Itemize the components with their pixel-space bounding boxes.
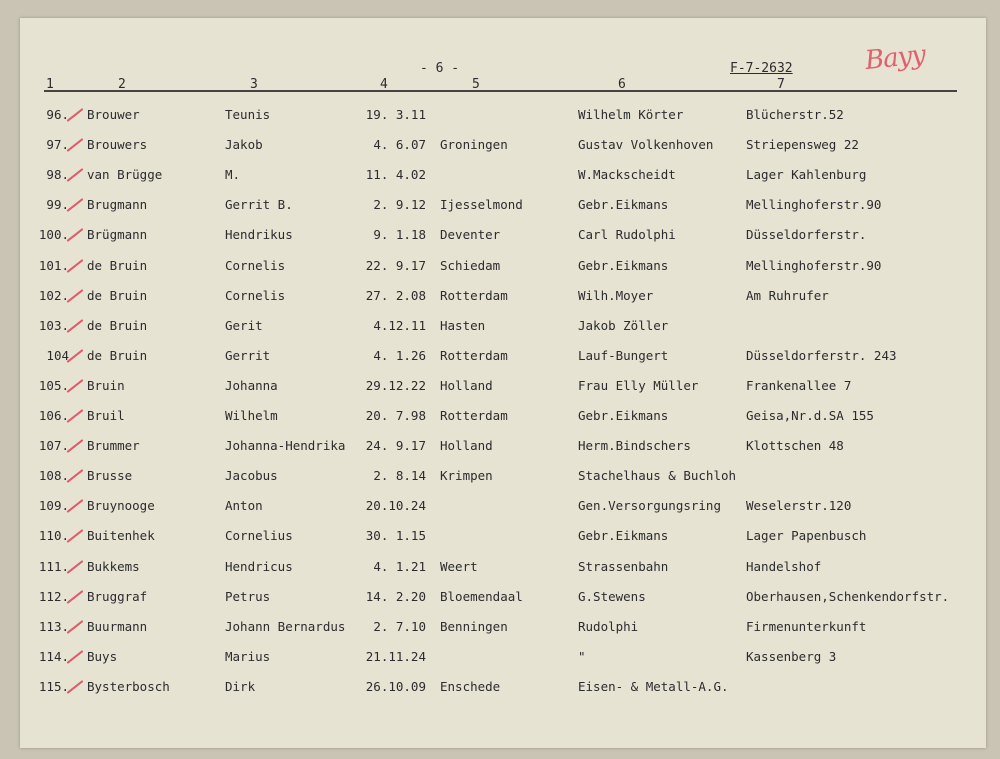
- check-mark-icon: [67, 590, 84, 604]
- birth-date: 26.10.09: [365, 678, 426, 694]
- record-number: 110.: [38, 528, 69, 544]
- birth-place: Krimpen: [440, 468, 493, 484]
- employer: Wilh.Moyer: [578, 287, 654, 303]
- table-row: [20, 559, 986, 579]
- employer: Gebr.Eikmans: [578, 408, 669, 423]
- first-name: Petrus: [225, 588, 271, 604]
- record-number: 100.: [38, 227, 69, 243]
- handwritten-mark: Bayy: [863, 39, 927, 77]
- first-name: Wilhelm: [225, 408, 278, 423]
- first-name: Cornelis: [225, 257, 286, 273]
- birth-date: 22. 9.17: [365, 257, 426, 273]
- address: Am Ruhrufer: [746, 287, 829, 303]
- record-number: 105.: [38, 377, 69, 393]
- birth-place: Bloemendaal: [440, 588, 523, 604]
- birth-place: Rotterdam: [440, 287, 508, 303]
- birth-place: Groningen: [440, 137, 508, 153]
- employer: G.Stewens: [578, 588, 646, 604]
- surname: Bukkems: [87, 558, 140, 574]
- employer: Frau Elly Müller: [578, 377, 699, 393]
- first-name: Hendrikus: [225, 227, 293, 243]
- birth-place: Holland: [440, 377, 493, 393]
- check-mark-icon: [67, 228, 84, 242]
- address: Lager Kahlenburg: [746, 167, 867, 183]
- employer: Gustav Volkenhoven: [578, 137, 714, 153]
- record-number: 108.: [38, 468, 69, 484]
- first-name: Hendricus: [225, 558, 293, 574]
- address: Düsseldorferstr.: [746, 227, 867, 243]
- table-row: [20, 288, 986, 308]
- table-row: [20, 227, 986, 247]
- birth-place: Hasten: [440, 317, 486, 333]
- table-row: [20, 107, 986, 127]
- first-name: Cornelius: [225, 528, 293, 544]
- address: Striepensweg 22: [746, 137, 859, 153]
- address: Handelshof: [746, 558, 822, 574]
- record-number: 99.: [46, 197, 69, 213]
- address: Geisa,Nr.d.SA 155: [746, 408, 874, 423]
- birth-date: 4.12.11: [373, 317, 426, 333]
- record-number: 96.: [46, 107, 69, 122]
- address: Mellinghoferstr.90: [746, 197, 882, 213]
- employer: Herm.Bindschers: [578, 438, 691, 454]
- birth-date: 21.11.24: [365, 648, 426, 664]
- first-name: Gerit: [225, 317, 263, 333]
- employer: ": [578, 648, 586, 664]
- check-mark-icon: [67, 650, 84, 664]
- table-row: [20, 438, 986, 458]
- surname: Bruynooge: [87, 498, 155, 514]
- birth-date: 2. 9.12: [373, 197, 426, 213]
- employer: Gebr.Eikmans: [578, 197, 669, 213]
- employer: W.Mackscheidt: [578, 167, 676, 183]
- surname: Brügmann: [87, 227, 148, 243]
- surname: Buys: [87, 648, 118, 664]
- surname: Brouwer: [87, 107, 140, 122]
- check-mark-icon: [67, 680, 84, 694]
- surname: Bruin: [87, 377, 125, 393]
- record-number: 101.: [38, 257, 69, 273]
- first-name: Jakob: [225, 137, 263, 153]
- first-name: Jacobus: [225, 468, 278, 484]
- record-number: 111.: [38, 558, 69, 574]
- employer: Jakob Zöller: [578, 317, 669, 333]
- birth-date: 20.10.24: [365, 498, 426, 514]
- birth-place: Ijesselmond: [440, 197, 523, 213]
- first-name: Marius: [225, 648, 271, 664]
- record-number: 103.: [38, 317, 69, 333]
- birth-date: 4. 1.26: [373, 347, 426, 363]
- column-header-6: 6: [618, 77, 626, 92]
- check-mark-icon: [67, 379, 84, 393]
- birth-date: 2. 8.14: [373, 468, 426, 484]
- surname: Brummer: [87, 438, 140, 454]
- birth-date: 19. 3.11: [365, 107, 426, 122]
- address: Frankenallee 7: [746, 377, 852, 393]
- table-row: [20, 348, 986, 368]
- first-name: Gerrit: [225, 347, 271, 363]
- birth-date: 30. 1.15: [365, 528, 426, 544]
- birth-date: 9. 1.18: [373, 227, 426, 243]
- employer: Lauf-Bungert: [578, 347, 669, 363]
- birth-place: Rotterdam: [440, 347, 508, 363]
- birth-date: 29.12.22: [365, 377, 426, 393]
- check-mark-icon: [67, 289, 84, 303]
- table-row: [20, 619, 986, 639]
- birth-date: 4. 1.21: [373, 558, 426, 574]
- reference-number: F-7-2632: [730, 61, 793, 76]
- birth-date: 2. 7.10: [373, 618, 426, 634]
- column-header-1: 1: [46, 77, 54, 92]
- employer: Strassenbahn: [578, 558, 669, 574]
- table-row: [20, 167, 986, 187]
- employer: Stachelhaus & Buchloh: [578, 468, 737, 484]
- first-name: Johann Bernardus: [225, 618, 346, 634]
- address: Kassenberg 3: [746, 648, 837, 664]
- first-name: Gerrit B.: [225, 197, 293, 213]
- check-mark-icon: [67, 469, 84, 483]
- first-name: Dirk: [225, 678, 256, 694]
- birth-place: Benningen: [440, 618, 508, 634]
- check-mark-icon: [67, 560, 84, 574]
- record-number: 109.: [38, 498, 69, 514]
- birth-date: 27. 2.08: [365, 287, 426, 303]
- check-mark-icon: [67, 108, 84, 122]
- employer: Eisen- & Metall-A.G.: [578, 678, 729, 694]
- table-row: [20, 589, 986, 609]
- column-header-4: 4: [380, 77, 388, 92]
- check-mark-icon: [67, 620, 84, 634]
- record-number: 113.: [38, 618, 69, 634]
- record-number: 112.: [38, 588, 69, 604]
- address: Oberhausen,Schenkendorfstr.: [746, 588, 950, 604]
- record-number: 107.: [38, 438, 69, 454]
- table-row: [20, 378, 986, 398]
- record-number: 115.: [38, 678, 69, 694]
- check-mark-icon: [67, 439, 84, 453]
- birth-place: Rotterdam: [440, 408, 508, 423]
- address: Klottschen 48: [746, 438, 844, 454]
- record-number: 104: [46, 347, 69, 363]
- table-row: [20, 137, 986, 157]
- check-mark-icon: [67, 349, 84, 363]
- table-row: [20, 498, 986, 518]
- first-name: Johanna-Hendrika: [225, 438, 346, 454]
- table-row: [20, 528, 986, 548]
- address: Mellinghoferstr.90: [746, 257, 882, 273]
- address: Weselerstr.120: [746, 498, 852, 514]
- table-row: [20, 679, 986, 699]
- check-mark-icon: [67, 319, 84, 333]
- address: Blücherstr.52: [746, 107, 844, 122]
- record-number: 97.: [46, 137, 69, 153]
- first-name: Teunis: [225, 107, 271, 122]
- birth-place: Holland: [440, 438, 493, 454]
- surname: van Brügge: [87, 167, 163, 183]
- first-name: Cornelis: [225, 287, 286, 303]
- table-row: [20, 408, 986, 428]
- address: Lager Papenbusch: [746, 528, 867, 544]
- first-name: Johanna: [225, 377, 278, 393]
- table-row: [20, 649, 986, 669]
- table-row: [20, 258, 986, 278]
- surname: de Bruin: [87, 347, 148, 363]
- check-mark-icon: [67, 259, 84, 273]
- check-mark-icon: [67, 168, 84, 182]
- surname: de Bruin: [87, 257, 148, 273]
- page-number: - 6 -: [420, 61, 460, 76]
- record-number: 102.: [38, 287, 69, 303]
- surname: Brusse: [87, 468, 133, 484]
- column-header-3: 3: [250, 77, 258, 92]
- surname: Brugmann: [87, 197, 148, 213]
- column-header-7: 7: [777, 77, 785, 92]
- check-mark-icon: [67, 198, 84, 212]
- employer: Rudolphi: [578, 618, 639, 634]
- employer: Gebr.Eikmans: [578, 257, 669, 273]
- surname: Buurmann: [87, 618, 148, 634]
- check-mark-icon: [67, 138, 84, 152]
- surname: Bruggraf: [87, 588, 148, 604]
- birth-date: 4. 6.07: [373, 137, 426, 153]
- birth-date: 24. 9.17: [365, 438, 426, 454]
- employer: Carl Rudolphi: [578, 227, 676, 243]
- record-number: 114.: [38, 648, 69, 664]
- table-row: [20, 318, 986, 338]
- check-mark-icon: [67, 499, 84, 513]
- first-name: M.: [225, 167, 241, 183]
- surname: de Bruin: [87, 287, 148, 303]
- table-row: [20, 468, 986, 488]
- employer: Wilhelm Körter: [578, 107, 684, 122]
- check-mark-icon: [67, 529, 84, 543]
- birth-place: Weert: [440, 558, 478, 574]
- birth-place: Enschede: [440, 678, 501, 694]
- first-name: Anton: [225, 498, 263, 514]
- column-header-5: 5: [472, 77, 480, 92]
- surname: Buitenhek: [87, 528, 155, 544]
- birth-place: Schiedam: [440, 257, 501, 273]
- check-mark-icon: [67, 409, 84, 423]
- employer: Gebr.Eikmans: [578, 528, 669, 544]
- surname: Bysterbosch: [87, 678, 170, 694]
- document-page: [20, 18, 986, 748]
- birth-date: 14. 2.20: [365, 588, 426, 604]
- record-number: 98.: [46, 167, 69, 183]
- header-rule: [44, 90, 957, 92]
- address: Düsseldorferstr. 243: [746, 347, 897, 363]
- surname: Bruil: [87, 408, 125, 423]
- employer: Gen.Versorgungsring: [578, 498, 721, 514]
- birth-place: Deventer: [440, 227, 501, 243]
- column-header-2: 2: [118, 77, 126, 92]
- table-row: [20, 197, 986, 217]
- record-number: 106.: [38, 408, 69, 423]
- birth-date: 11. 4.02: [365, 167, 426, 183]
- birth-date: 20. 7.98: [365, 408, 426, 423]
- surname: de Bruin: [87, 317, 148, 333]
- address: Firmenunterkunft: [746, 618, 867, 634]
- surname: Brouwers: [87, 137, 148, 153]
